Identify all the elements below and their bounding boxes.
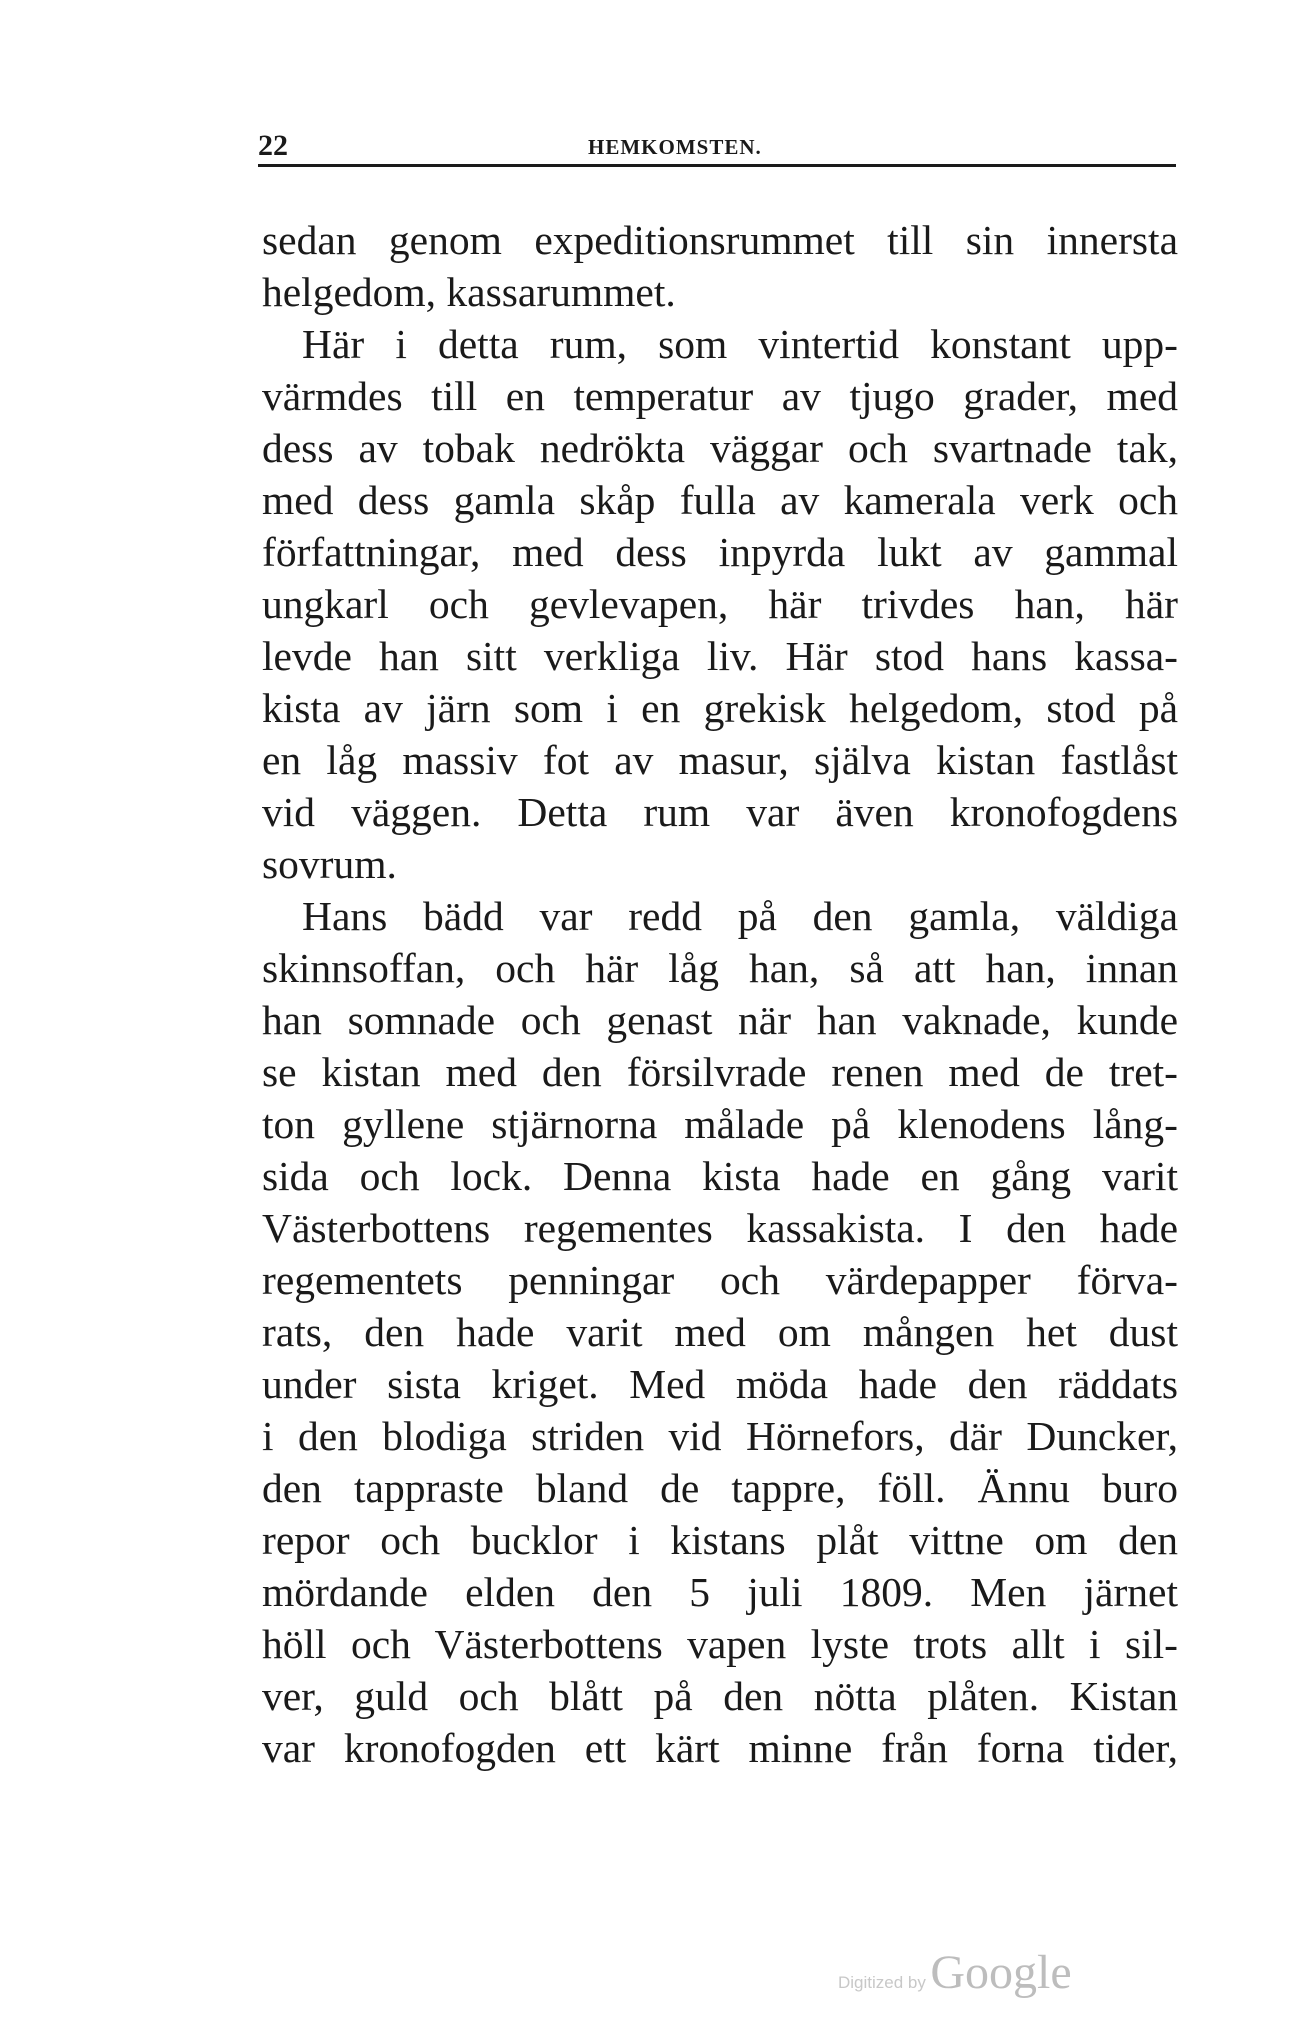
text-line: Här i detta rum, som vintertid konstant upp-	[302, 321, 1178, 367]
header-rule	[258, 164, 1176, 167]
text-line: en låg massiv fot av masur, själva kistan fastlåst	[262, 737, 1178, 783]
text-line: han somnade och genast när han vaknade, kunde	[262, 997, 1178, 1043]
running-header	[258, 128, 1176, 164]
digitized-watermark	[838, 1945, 1072, 1999]
google-logo: Google	[930, 1946, 1072, 1999]
text-line: repor och bucklor i kistans plåt vittne om den	[262, 1517, 1178, 1563]
running-title: HEMKOMSTEN.	[588, 135, 762, 159]
text-line: under sista kriget. Med möda hade den räddats	[262, 1361, 1178, 1407]
text-line: höll och Västerbottens vapen lyste trots allt i sil-	[262, 1621, 1178, 1667]
text-line: ungkarl och gevlevapen, här trivdes han, här	[262, 581, 1178, 627]
text-line: i den blodiga striden vid Hörnefors, där Duncker,	[262, 1413, 1178, 1459]
text-line: Västerbottens regementes kassakista. I den hade	[262, 1205, 1178, 1251]
text-line: regementets penningar och värdepapper förva-	[262, 1257, 1178, 1303]
text-line: vid väggen. Detta rum var även kronofogdens	[262, 789, 1178, 835]
text-line: ton gyllene stjärnorna målade på klenodens lång-	[262, 1101, 1178, 1147]
text-line: dess av tobak nedrökta väggar och svartnade tak,	[262, 425, 1178, 471]
text-line: se kistan med den försilvrade renen med de tret-	[262, 1049, 1178, 1095]
text-line: författningar, med dess inpyrda lukt av gammal	[262, 529, 1178, 575]
page-number: 22	[258, 129, 288, 162]
text-line: levde han sitt verkliga liv. Här stod hans kassa-	[262, 633, 1178, 679]
text-line: sedan genom expeditionsrummet till sin innersta	[262, 217, 1178, 263]
text-line: mördande elden den 5 juli 1809. Men järnet	[262, 1569, 1178, 1615]
text-line: helgedom, kassarummet.	[262, 269, 676, 315]
text-line: med dess gamla skåp fulla av kamerala verk och	[262, 477, 1178, 523]
text-line: ver, guld och blått på den nötta plåten. Kistan	[262, 1673, 1178, 1719]
text-line: sida och lock. Denna kista hade en gång varit	[262, 1153, 1178, 1199]
watermark-prefix: Digitized by	[838, 1973, 926, 1992]
text-line: värmdes till en temperatur av tjugo grader, med	[262, 373, 1178, 419]
text-line: den tappraste bland de tappre, föll. Ännu buro	[262, 1465, 1178, 1511]
body-text	[262, 214, 1178, 1774]
text-line: skinnsoffan, och här låg han, så att han, innan	[262, 945, 1178, 991]
text-line: sovrum.	[262, 841, 397, 887]
text-line: Hans bädd var redd på den gamla, väldiga	[302, 893, 1178, 939]
text-line: rats, den hade varit med om mången het dust	[262, 1309, 1178, 1355]
text-line: kista av järn som i en grekisk helgedom, stod på	[262, 685, 1178, 731]
text-line: var kronofogden ett kärt minne från forna tider,	[262, 1725, 1178, 1771]
